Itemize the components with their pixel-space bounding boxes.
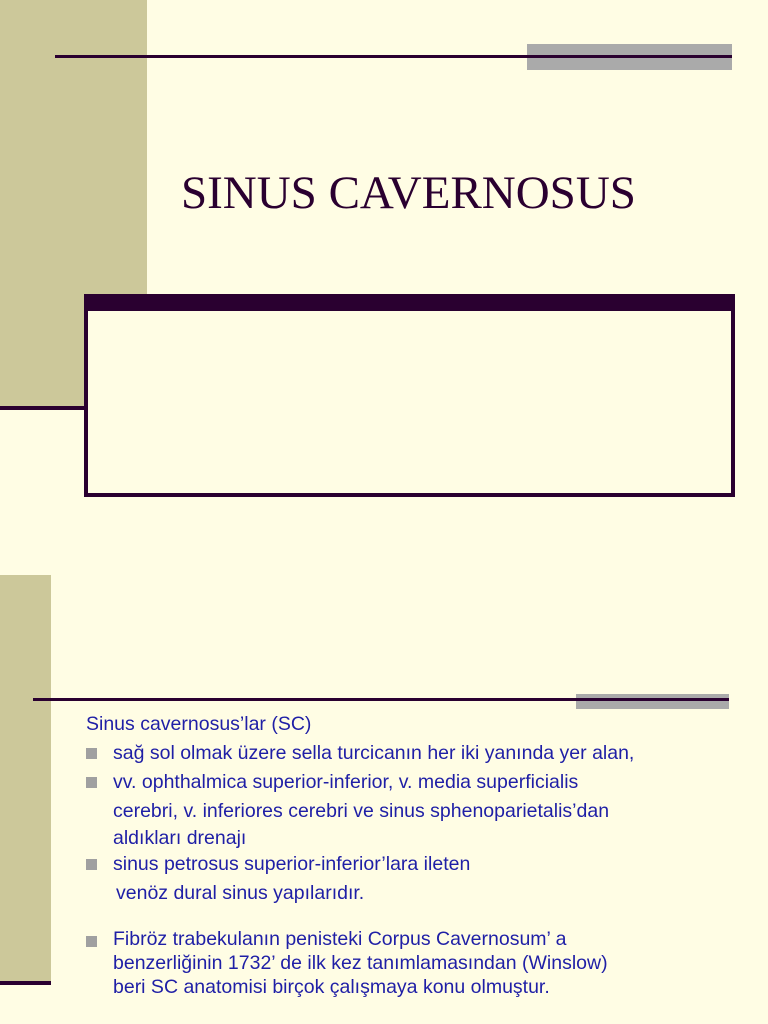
top-accent-bar [527,44,732,70]
intro-line: Sinus cavernosus’lar (SC) [86,713,312,735]
slide-body [86,710,736,999]
bullet-continuation: benzerliğinin 1732’ de ilk kez tanımlamasından (Winslow) [113,952,608,974]
bullet-item: sinus petrosus superior-inferior’lara ileten [86,850,736,879]
subtitle-box [84,294,735,497]
sidebar-rule [0,406,86,410]
bullet-continuation: venöz dural sinus yapılarıdır. [116,882,365,904]
slide-sidebar-band [0,575,51,983]
bullet-item: vv. ophthalmica superior-inferior, v. media superficialis [86,768,736,797]
sidebar-rule [0,981,51,985]
bullet-continuation: beri SC anatomisi birçok çalışmaya konu olmuştur. [113,976,550,998]
slide-content [0,560,768,1024]
bullet-continuation: aldıkları drenajı [113,827,247,849]
top-accent-bar [576,694,729,709]
bullet-continuation: cerebri, v. inferiores cerebri ve sinus sphenoparietalis’dan [113,800,610,822]
bullet-item: Fibröz trabekulanın penisteki Corpus Cavernosum’ a [86,927,736,951]
slide-title-text: SINUS CAVERNOSUS [181,167,636,219]
bullet-item: sağ sol olmak üzere sella turcicanın her iki yanında yer alan, [86,739,736,768]
